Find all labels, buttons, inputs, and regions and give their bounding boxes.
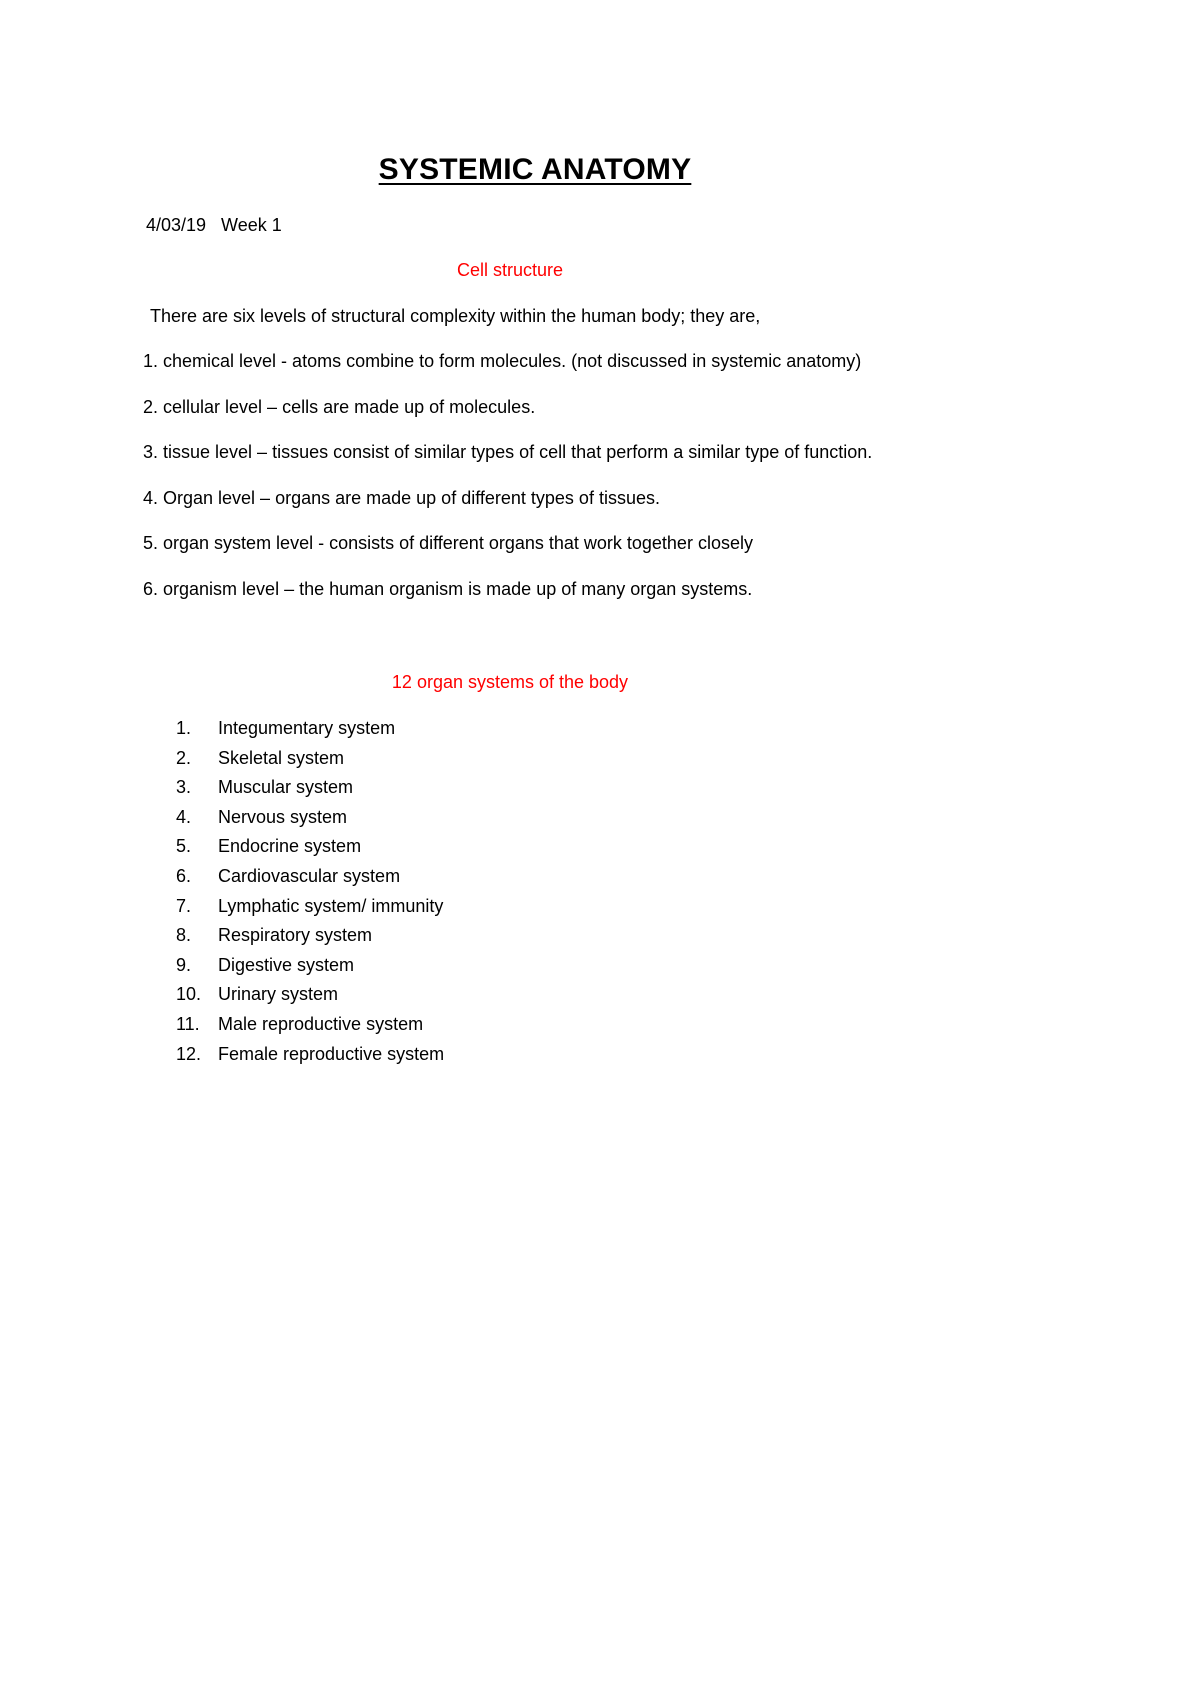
list-text: Male reproductive system: [218, 1013, 424, 1034]
list-number: 8.: [176, 925, 192, 946]
list-item: 2. cellular level – cells are made up of molecules.: [143, 396, 536, 417]
list-item: [176, 717, 444, 747]
list-text: Female reproductive system: [218, 1043, 445, 1064]
list-item: [176, 865, 444, 895]
list-number: 2.: [176, 747, 192, 768]
list-item: [176, 1043, 444, 1073]
list-number: 4.: [176, 806, 192, 827]
list-item: 1. chemical level - atoms combine to form molecules. (not discussed in systemic anatomy): [143, 351, 862, 371]
date-line: 4/03/19 Week 1: [146, 215, 282, 235]
list-text: Integumentary system: [218, 718, 396, 738]
list-item: 6. organism level – the human organism is made up of many organ systems.: [143, 578, 753, 599]
list-text: Muscular system: [218, 777, 354, 798]
list-item: 3. tissue level – tissues consist of similar types of cell that perform a similar type of function.: [143, 442, 873, 462]
list-number: 11.: [176, 1013, 200, 1034]
list-number: 3.: [176, 777, 192, 798]
list-number: 5.: [176, 836, 192, 857]
list-text: Digestive system: [218, 954, 355, 975]
page-title: SYSTEMIC ANATOMY: [378, 153, 692, 186]
list-text: Cardiovascular system: [218, 865, 401, 886]
list-text: Urinary system: [218, 984, 339, 1005]
structural-levels-list: [143, 350, 872, 623]
list-number: 7.: [176, 895, 192, 916]
list-item: [176, 806, 444, 836]
list-item: [176, 776, 444, 806]
list-number: 6.: [176, 865, 192, 886]
list-item: [176, 895, 444, 925]
list-item: [176, 983, 444, 1013]
list-number: 9.: [176, 954, 192, 975]
section-heading-organ-systems: 12 organ systems of the body: [391, 672, 629, 692]
list-number: 10.: [176, 984, 202, 1005]
list-text: Skeletal system: [218, 747, 345, 768]
organ-systems-list: [176, 717, 444, 1072]
section-heading-cell-structure: Cell structure: [456, 260, 564, 280]
intro-paragraph: There are six levels of structural complexity within the human body; they are,: [150, 306, 761, 326]
list-item: 4. Organ level – organs are made up of different types of tissues.: [143, 487, 660, 508]
list-number: 1.: [176, 718, 192, 738]
list-item: [176, 835, 444, 865]
list-text: Endocrine system: [218, 836, 362, 857]
list-text: Lymphatic system/ immunity: [218, 895, 444, 916]
list-item: [176, 924, 444, 954]
list-text: Respiratory system: [218, 925, 373, 946]
list-number: 12.: [176, 1043, 202, 1064]
list-text: Nervous system: [218, 806, 348, 827]
list-item: [176, 747, 444, 777]
list-item: 5. organ system level - consists of different organs that work together closely: [143, 533, 753, 553]
list-item: [176, 954, 444, 984]
list-item: [176, 1013, 444, 1043]
